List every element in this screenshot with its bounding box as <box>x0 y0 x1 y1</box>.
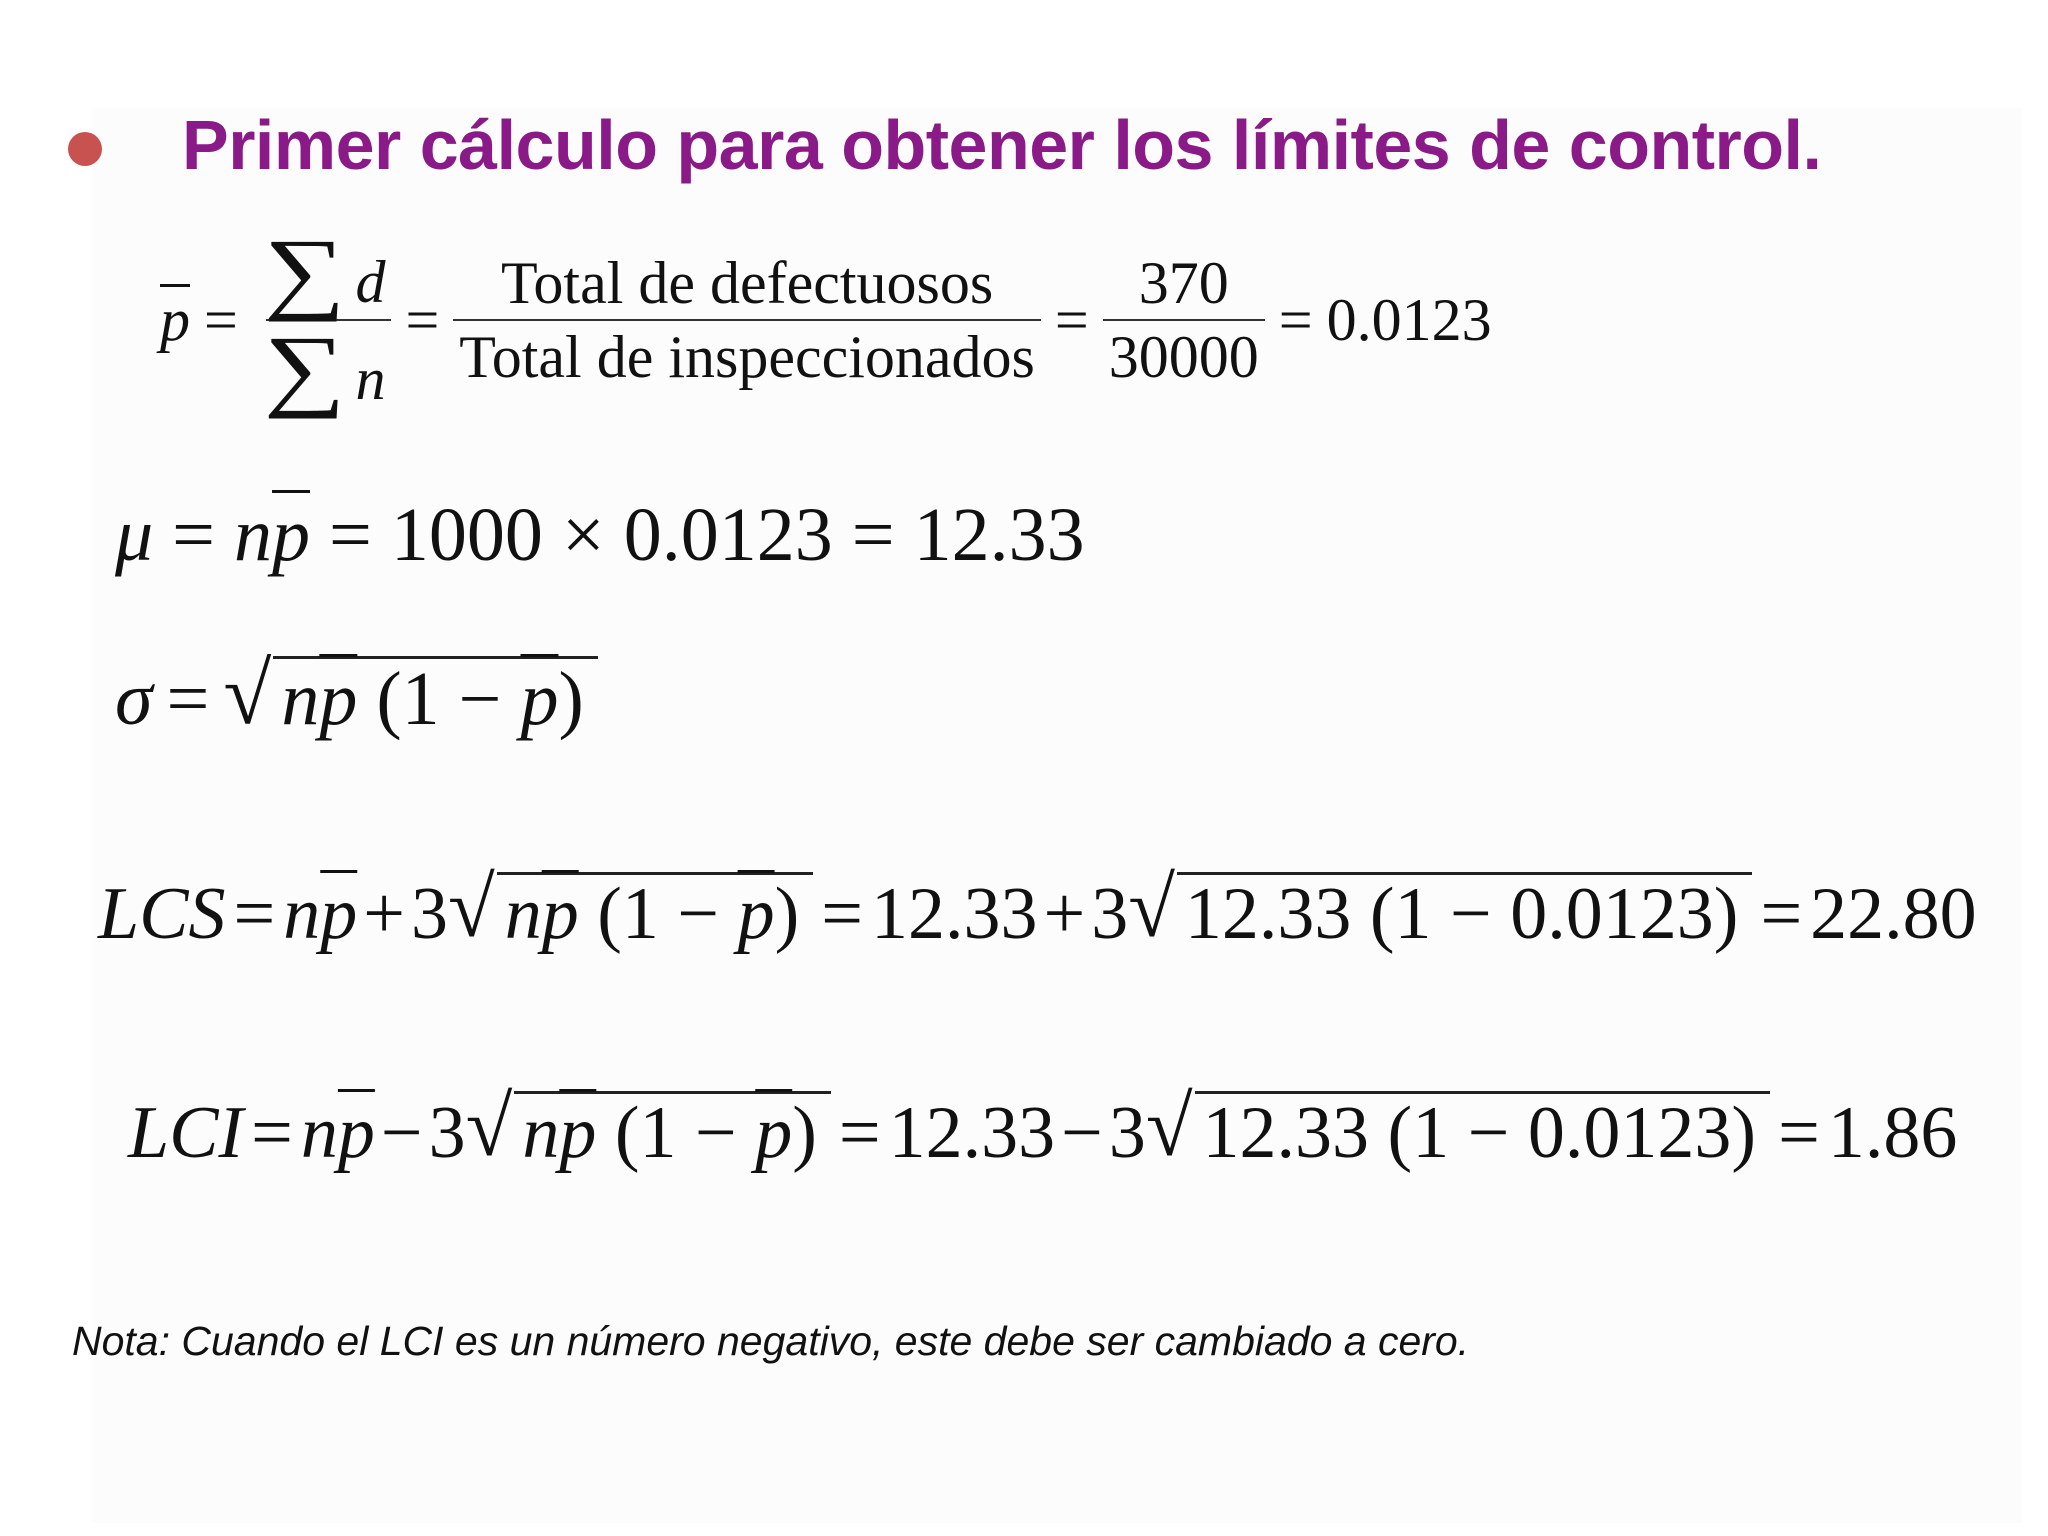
mu-symbol: μ <box>115 493 154 577</box>
fraction-sums <box>263 220 392 419</box>
fraction-words <box>453 249 1041 390</box>
equals-sign: = <box>405 286 440 353</box>
bullet-dot <box>68 132 102 166</box>
radical-icon: √ <box>1145 1080 1193 1174</box>
sum-symbol: ∑ <box>263 316 346 419</box>
equals-sign: = <box>1054 286 1089 353</box>
lci-result: 1.86 <box>1827 1092 1958 1175</box>
sigma-symbol: σ <box>115 657 153 742</box>
denominator-text: Total de inspeccionados <box>459 323 1035 390</box>
square-root <box>1128 861 1752 956</box>
lcs-mean: 12.33 <box>870 873 1038 956</box>
formula-lcs: LCS = n $\overline{p}$ + 3 √ $n\overline{p}$ $(1 - \overline{p})$ = 12.33 + 3 √ 12.33 (1 − 0.0123) = 22.80 <box>98 861 1977 956</box>
radical-icon: √ <box>1128 861 1175 955</box>
lcs-result: 22.80 <box>1810 873 1977 956</box>
pbar-symbol: $\overline{p}$ <box>160 286 190 353</box>
formula-sigma: σ = √ $n\overline{p}$ $(1 - \overline{p})$ <box>115 650 598 737</box>
square-root <box>1145 1080 1770 1175</box>
pbar-result: 0.0123 <box>1326 286 1492 353</box>
denominator-value: 30000 <box>1108 323 1259 390</box>
radical-icon: √ <box>223 645 272 742</box>
slide-title: Primer cálculo para obtener los límites de control. <box>182 106 1822 184</box>
numerator-value: 370 <box>1138 249 1229 316</box>
equals-sign: = <box>1278 286 1313 353</box>
square-root: √ $n\overline{p}$ $(1 - \overline{p})$ <box>448 866 813 951</box>
formula-mu: $\mu = n\overline{p} = 1000 \times 0.0123 = 12.33$ <box>115 493 1085 577</box>
sum-var-d: d <box>355 249 386 315</box>
sum-symbol: ∑ <box>263 220 346 322</box>
lci-label: LCI <box>128 1092 244 1175</box>
fraction-values <box>1103 249 1265 390</box>
sum-var-n: n <box>355 345 386 412</box>
square-root: √ $n\overline{p}$ $(1 - \overline{p})$ <box>466 1085 831 1170</box>
radical-icon: √ <box>447 861 495 955</box>
footnote: Nota: Cuando el LCI es un número negativo, este debe ser cambiado a cero. <box>72 1318 1470 1364</box>
mu-computation: 1000 × 0.0123 <box>390 493 833 577</box>
radical-icon: √ <box>465 1080 513 1174</box>
formula-lci: LCI = n $\overline{p}$ − 3 √ $n\overline{p}$ $(1 - \overline{p})$ = 12.33 − 3 √ 12.33 (1 − 0.0123) = 1.86 <box>128 1080 1958 1175</box>
numerator-text: Total de defectuosos <box>500 249 994 316</box>
mu-result: 12.33 <box>913 493 1085 577</box>
square-root: √ $n\overline{p}$ $(1 - \overline{p})$ <box>223 650 597 737</box>
lcs-label: LCS <box>98 873 226 956</box>
lcs-root-value: 12.33 (1 − 0.0123) <box>1177 872 1753 951</box>
equals-sign: = <box>204 286 238 353</box>
lci-root-value: 12.33 (1 − 0.0123) <box>1195 1091 1771 1170</box>
lci-mean: 12.33 <box>888 1092 1056 1175</box>
formula-pbar <box>160 220 1492 419</box>
